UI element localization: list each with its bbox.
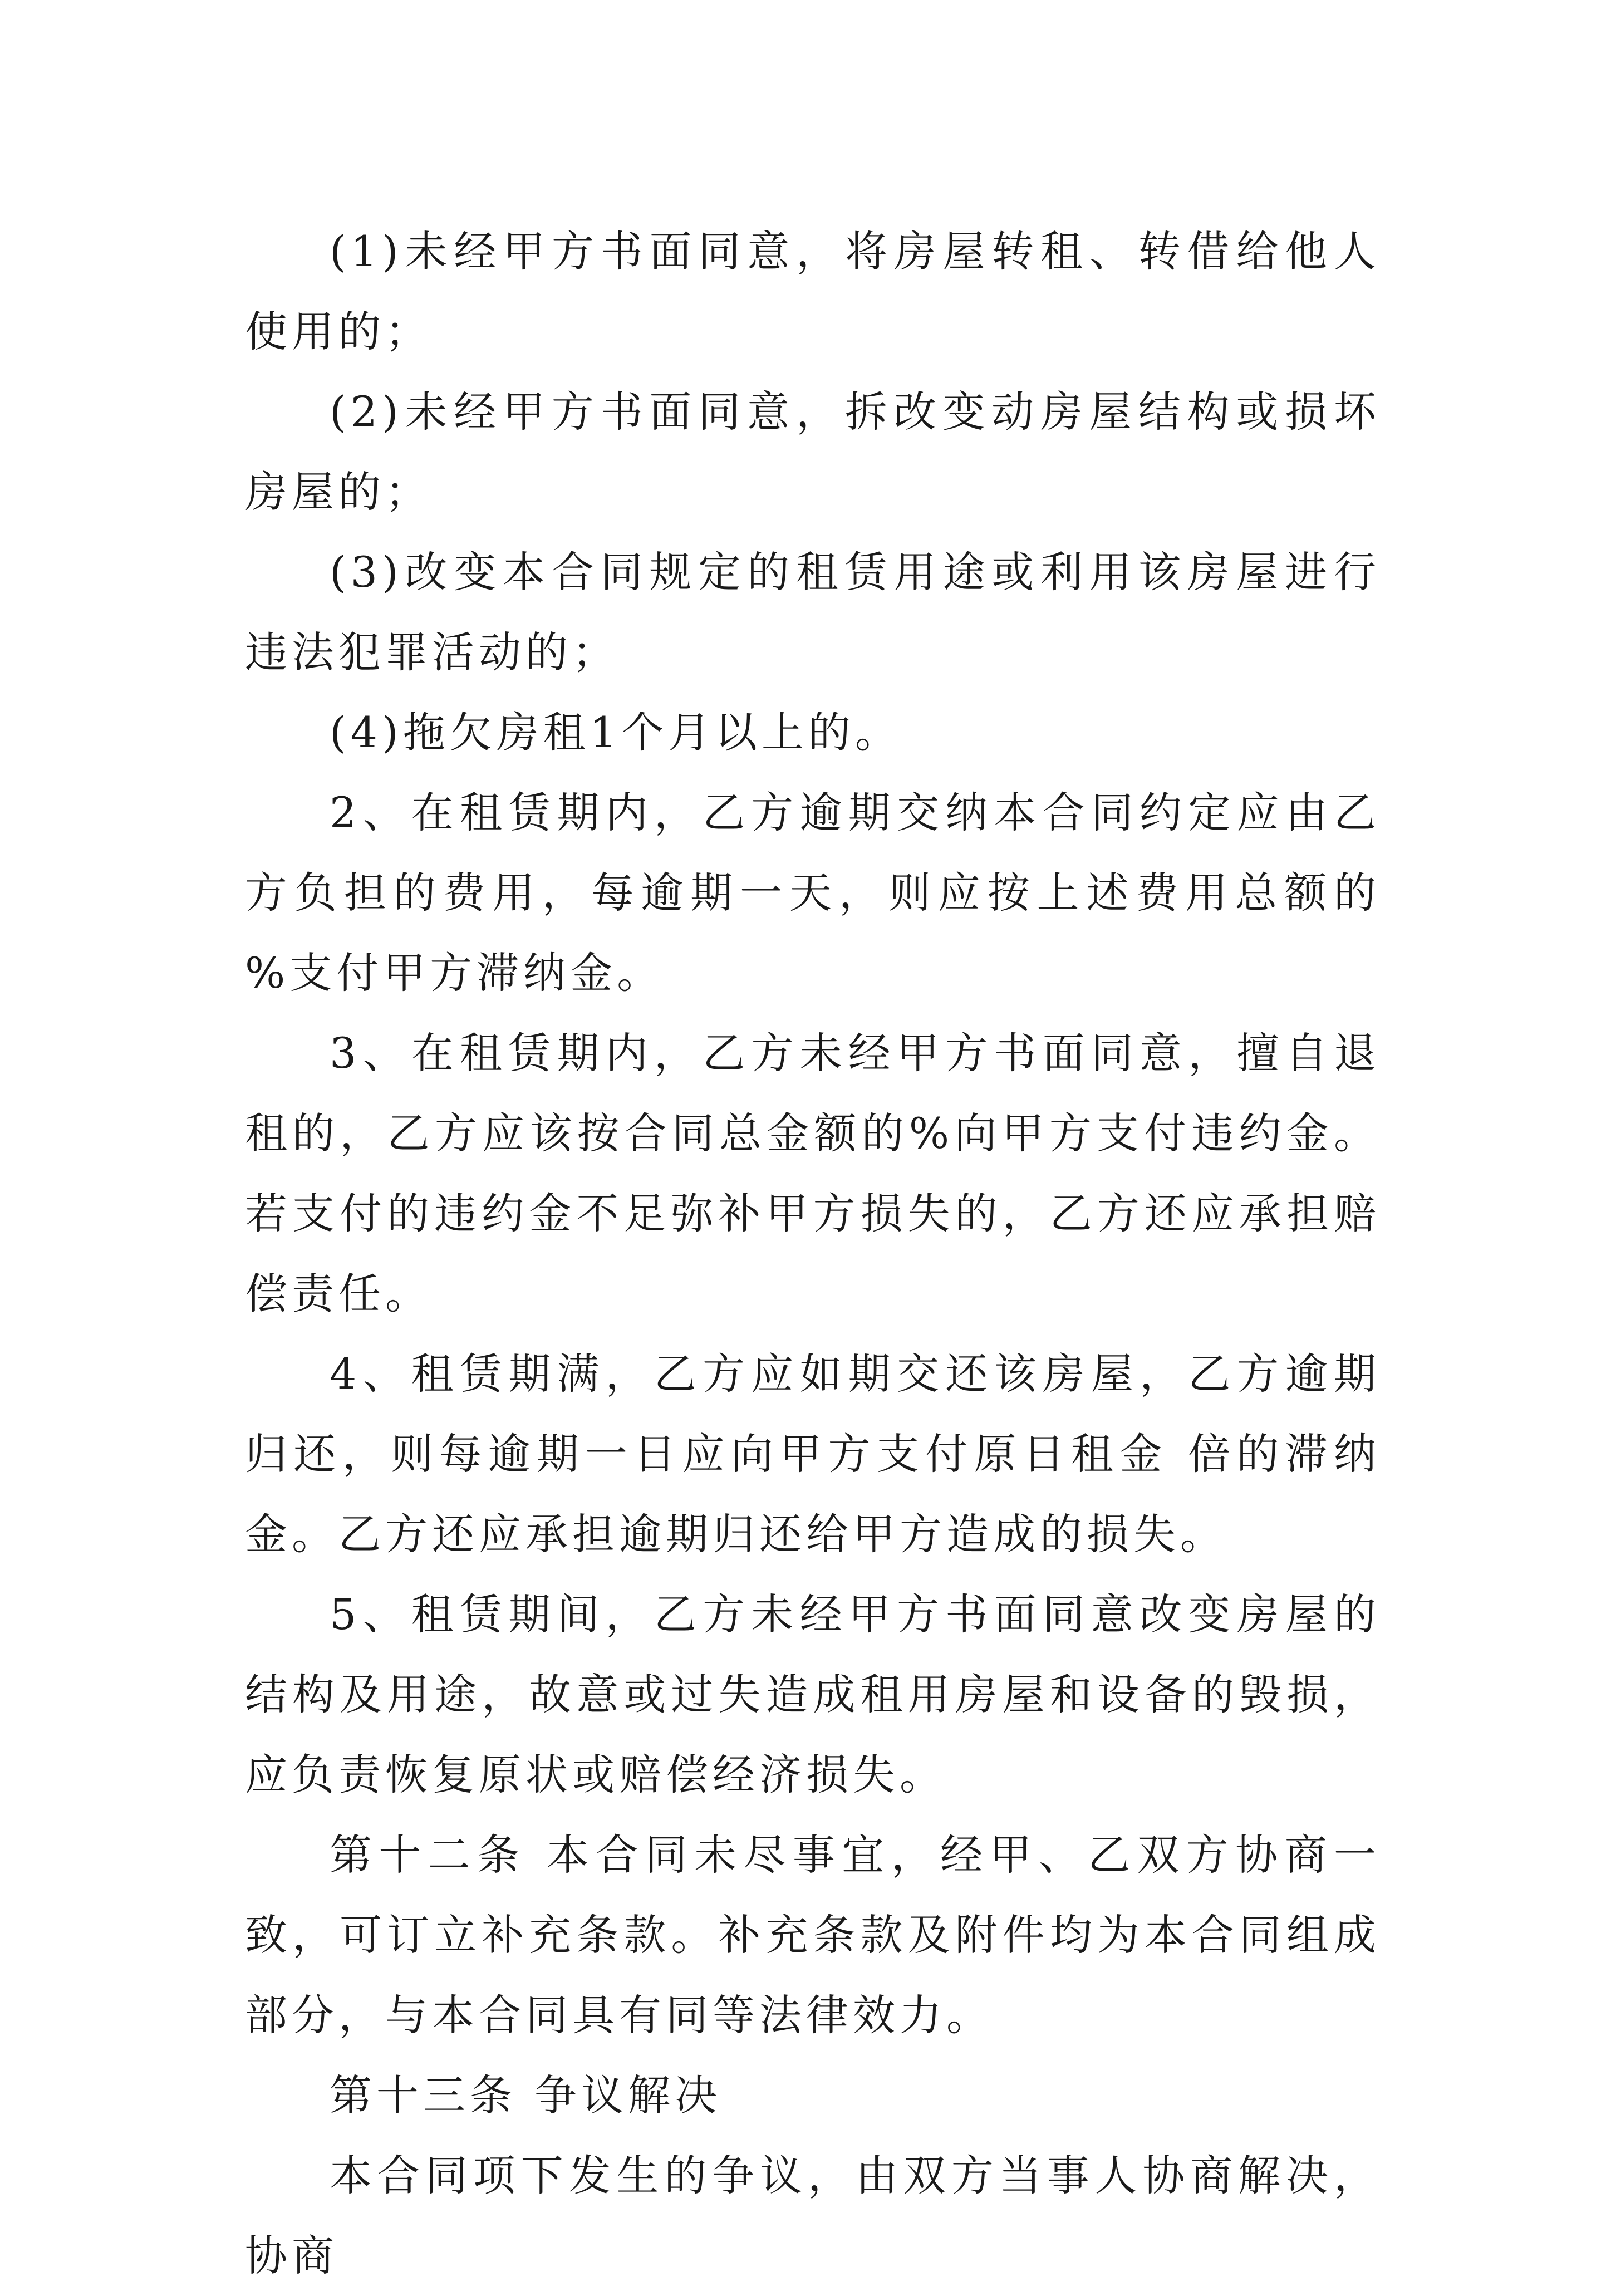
clause-item-3: (3)改变本合同规定的租赁用途或利用该房屋进行违法犯罪活动的； [245, 547, 1381, 677]
clause-item-2: (2)未经甲方书面同意，拆改变动房屋结构或损坏房屋的； [245, 387, 1381, 517]
clause-damage: 5、租赁期间，乙方未经甲方书面同意改变房屋的结构及用途，故意或过失造成租用房屋和设备的毁损，应负责恢复原状或赔偿经济损失。 [245, 1589, 1381, 1799]
article-13-heading: 第十三条 争议解决 [330, 2071, 722, 2120]
clause-late-fee: 2、在租赁期内，乙方逾期交纳本合同约定应由乙方负担的费用，每逾期一天，则应按上述费用总额的 %支付甲方滞纳金。 [245, 788, 1381, 998]
document-body [245, 212, 1381, 2296]
article-13-body: 本合同项下发生的争议，由双方当事人协商解决，协商 [245, 2151, 1381, 2280]
article-12: 第十二条 本合同未尽事宜，经甲、乙双方协商一致，可订立补充条款。补充条款及附件均为本合同组成部分，与本合同具有同等法律效力。 [245, 1830, 1381, 2040]
clause-item-4: (4)拖欠房租1个月以上的。 [330, 708, 902, 757]
clause-overdue-return: 4、租赁期满，乙方应如期交还该房屋，乙方逾期归还，则每逾期一日应向甲方支付原日租金 倍的滞纳金。乙方还应承担逾期归还给甲方造成的损失。 [245, 1349, 1381, 1559]
clause-early-termination: 3、在租赁期内，乙方未经甲方书面同意，擅自退租的，乙方应该按合同总金额的%向甲方支付违约金。若支付的违约金不足弥补甲方损失的，乙方还应承担赔偿责任。 [245, 1028, 1381, 1318]
clause-item-1: (1)未经甲方书面同意，将房屋转租、转借给他人使用的； [245, 227, 1381, 356]
